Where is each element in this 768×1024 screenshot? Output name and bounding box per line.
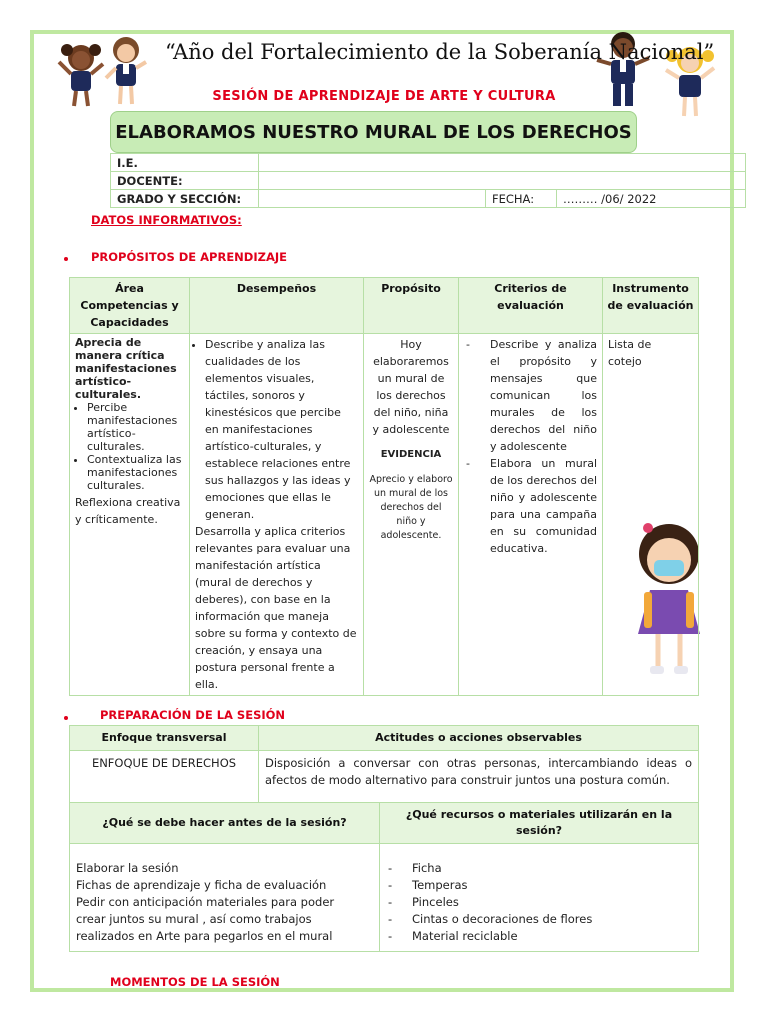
ie-value [259,154,746,172]
info-table [110,153,746,208]
recurso-item: - Pinceles [386,894,692,911]
preparacion-heading: PREPARACIÓN DE LA SESIÓN [100,708,286,722]
header-antes: ¿Qué se debe hacer antes de la sesión? [70,803,380,844]
proposito-cell [364,334,459,696]
recurso-item: - Temperas [386,877,692,894]
bullet-icon [64,716,68,720]
header-actitudes: Actitudes o acciones observables [259,726,699,751]
propositos-table [69,277,699,696]
desempeno-item: Desarrolla y aplica criterios relevantes para evaluar una manifestación artística (mural de derechos y deberes), con base en la información que maneja sobre su forma y contexto de creación, y ensaya una postura personal frente a ella. [195,525,357,691]
instrumento-cell [603,334,699,696]
year-motto: “Año del Fortalecimiento de la Soberanía Nacional” [165,40,715,64]
ie-label: I.E. [111,154,259,172]
header-desempenos: Desempeños [190,278,364,334]
bullet-icon [64,257,68,261]
docente-value [259,172,746,190]
header-recursos: ¿Qué recursos o materiales utilizarán en la sesión? [380,803,699,844]
desempeno-item: • Describe y analiza las cualidades de los elementos visuales, táctiles, sonoros y kinestésicos que percibe en manifestaciones artístico-culturales, y establece relaciones entre sus hallazgos y las ideas y emociones que ellas le generan. [205,336,358,523]
antes-item: Elaborar la sesión [76,861,179,875]
recursos-cell [380,844,699,952]
antes-cell [70,844,380,952]
capacidad-extra: Reflexiona creativa y críticamente. [75,496,181,526]
header-enfoque: Enfoque transversal [70,726,259,751]
evidencia-text: Aprecio y elaboro un mural de los derechos del niño y adolescente. [369,474,453,541]
competencia-cell [70,334,190,696]
header-proposito: Propósito [364,278,459,334]
antes-item: Fichas de aprendizaje y ficha de evaluación [76,878,327,892]
actitudes-value: Disposición a conversar con otras personas, intercambiando ideas o afectos de modo alternativo para construir juntos una postura común. [259,751,699,803]
grado-value [259,190,486,208]
desempenos-list [195,336,358,523]
propositos-heading: PROPÓSITOS DE APRENDIZAJE [91,250,287,264]
criterio-item: - Elabora un mural de los derechos del niño y adolescente para una campaña en su comunidad educativa. [464,455,597,557]
header-instrumento: Instrumento de evaluación [603,278,699,334]
capacidades-list [75,401,184,492]
fecha-label: FECHA: [486,190,557,208]
fecha-value: ……… /06/ 2022 [557,190,746,208]
evidencia-label: EVIDENCIA [380,449,442,460]
header-area: Área Competencias y Capacidades [70,278,190,334]
recurso-item: - Cintas o decoraciones de flores [386,911,692,928]
antes-item: Pedir con anticipación materiales para poder crear juntos su mural , así como trabajos realizados en Arte para pegarlos en el mural [76,895,335,943]
recursos-list [386,860,692,945]
preparacion-table [69,725,699,952]
header-criterios: Criterios de evaluación [459,278,603,334]
criterios-cell [459,334,603,696]
datos-informativos-heading: DATOS INFORMATIVOS: [91,213,242,227]
criterio-item: - Describe y analiza el propósito y mensajes que comunican los murales de los derechos del niño y adolescente [464,336,597,455]
competencia-title: Aprecia de manera crítica manifestaciones artístico-culturales. [75,336,177,401]
capacidad-item: • Contextualiza las manifestaciones culturales. [87,453,184,492]
grado-label: GRADO Y SECCIÓN: [111,190,259,208]
main-title: ELABORAMOS NUESTRO MURAL DE LOS DERECHOS [110,111,637,153]
capacidad-item: • Percibe manifestaciones artístico-culturales. [87,401,184,453]
instrumento-text: Lista de cotejo [608,338,652,368]
proposito-text: Hoy elaboraremos un mural de los derechos del niño, niña y adolescente [372,338,450,436]
momentos-heading: MOMENTOS DE LA SESIÓN [110,975,280,989]
recurso-item: - Ficha [386,860,692,877]
criterios-list [464,336,597,557]
enfoque-value: ENFOQUE DE DERECHOS [70,751,259,803]
docente-label: DOCENTE: [111,172,259,190]
session-title: SESIÓN DE APRENDIZAJE DE ARTE Y CULTURA [212,89,556,104]
desempenos-cell [190,334,364,696]
recurso-item: - Material reciclable [386,928,692,945]
